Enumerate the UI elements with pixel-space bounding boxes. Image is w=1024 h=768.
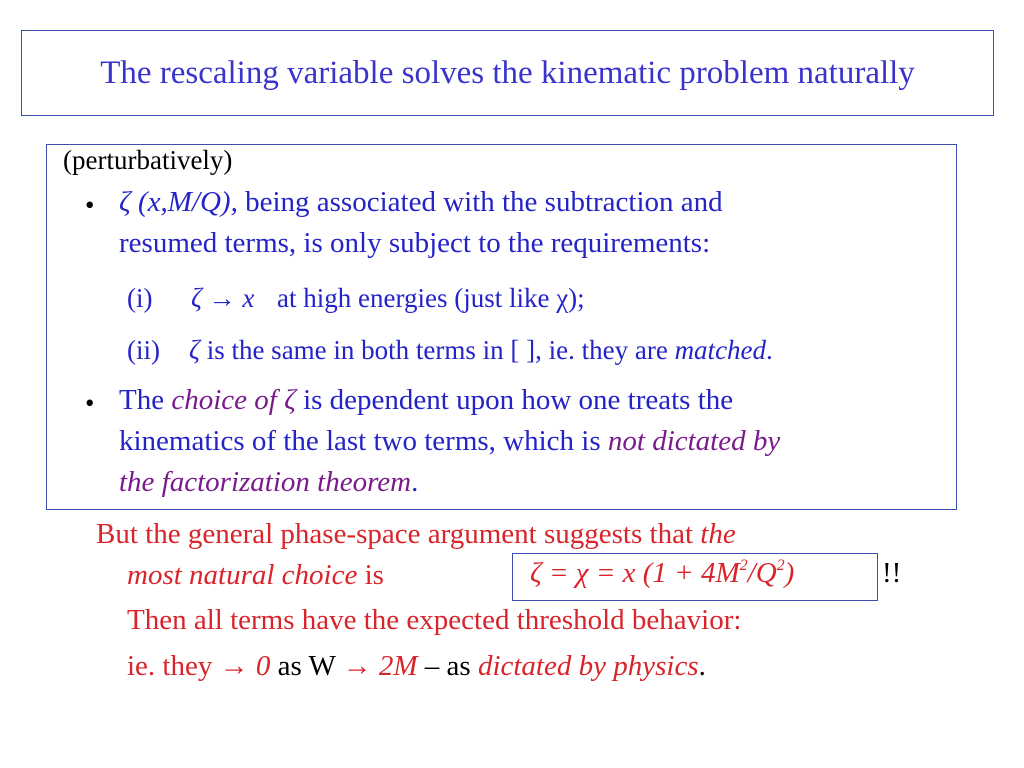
bullet-2-pre: The [119, 384, 172, 416]
formula-part-a: ζ = χ = x (1 + 4M [530, 557, 740, 589]
line-4-limit-2m: → 2M [342, 650, 418, 682]
bullet-2-line-3-emphasis: the factorization theorem [119, 466, 412, 498]
req-2-end: . [766, 335, 773, 365]
conclusion-line-4 [127, 650, 706, 683]
intro-label: (perturbatively) [63, 145, 233, 175]
bullet-2-line-1 [119, 384, 733, 417]
formula-part-c: ) [784, 557, 795, 589]
conclusion-line-3: Then all terms have the expected threshold behavior: [127, 604, 742, 636]
line-4-end: . [698, 650, 706, 682]
req-1-math: ζ → x [191, 283, 255, 313]
rescaling-formula [530, 557, 794, 590]
line-4-e: – as [417, 650, 478, 682]
formula-part-b: /Q [747, 557, 777, 589]
slide-title: The rescaling variable solves the kinematic problem naturally [100, 54, 915, 91]
req-1-text: at high energies (just like χ); [277, 283, 585, 313]
conclusion-line-2 [127, 559, 384, 592]
conclusion-line-1-emphasis: the [700, 518, 736, 550]
bullet-1-line-1 [119, 186, 723, 219]
bullet-2-line-2 [119, 425, 780, 458]
conclusion-line-2-text: is [357, 559, 384, 591]
conclusion-line-1-text: But the general phase-space argument suggests that [96, 518, 701, 550]
req-2-emphasis: matched [674, 335, 767, 365]
formula-sup-1: 2 [739, 557, 748, 574]
formula-sup-2: 2 [776, 557, 785, 574]
req-2-body [189, 335, 773, 366]
line-4-emphasis: dictated by physics [477, 650, 699, 682]
bullet-2-line-2-text: kinematics of the last two terms, which is [119, 425, 608, 457]
line-4-a: ie. they [127, 650, 220, 682]
bullet-1-line-2: resumed terms, is only subject to the requirements: [119, 227, 711, 259]
bullet-2-rest: is dependent upon how one treats the [295, 384, 734, 416]
conclusion-line-1 [96, 518, 736, 551]
bullet-2-line-2-emphasis: not dictated by [607, 425, 781, 457]
bullet-2-line-3-end: . [411, 466, 419, 498]
bullet-2-line-3 [119, 466, 418, 499]
bullet-1-text: being associated with the subtraction and [237, 186, 723, 218]
req-2-label: (ii) [127, 335, 160, 365]
conclusion-line-2-emphasis: most natural choice [127, 559, 358, 591]
zeta-function: ζ (x,M/Q), [119, 186, 238, 218]
exclamation: !! [882, 557, 902, 589]
bullet-1-glyph: • [85, 190, 95, 220]
bullet-2-emphasis: choice of ζ [171, 384, 296, 416]
title-box [21, 30, 994, 116]
line-4-limit-zero: → 0 [219, 650, 271, 682]
req-1-label: (i) [127, 283, 153, 313]
line-4-c: as W [270, 650, 343, 682]
req-2-zeta: ζ [189, 335, 200, 365]
requirements-box [46, 144, 957, 510]
bullet-2-glyph: • [85, 388, 95, 418]
req-2-text: is the same in both terms in [ ], ie. they are [199, 335, 675, 365]
